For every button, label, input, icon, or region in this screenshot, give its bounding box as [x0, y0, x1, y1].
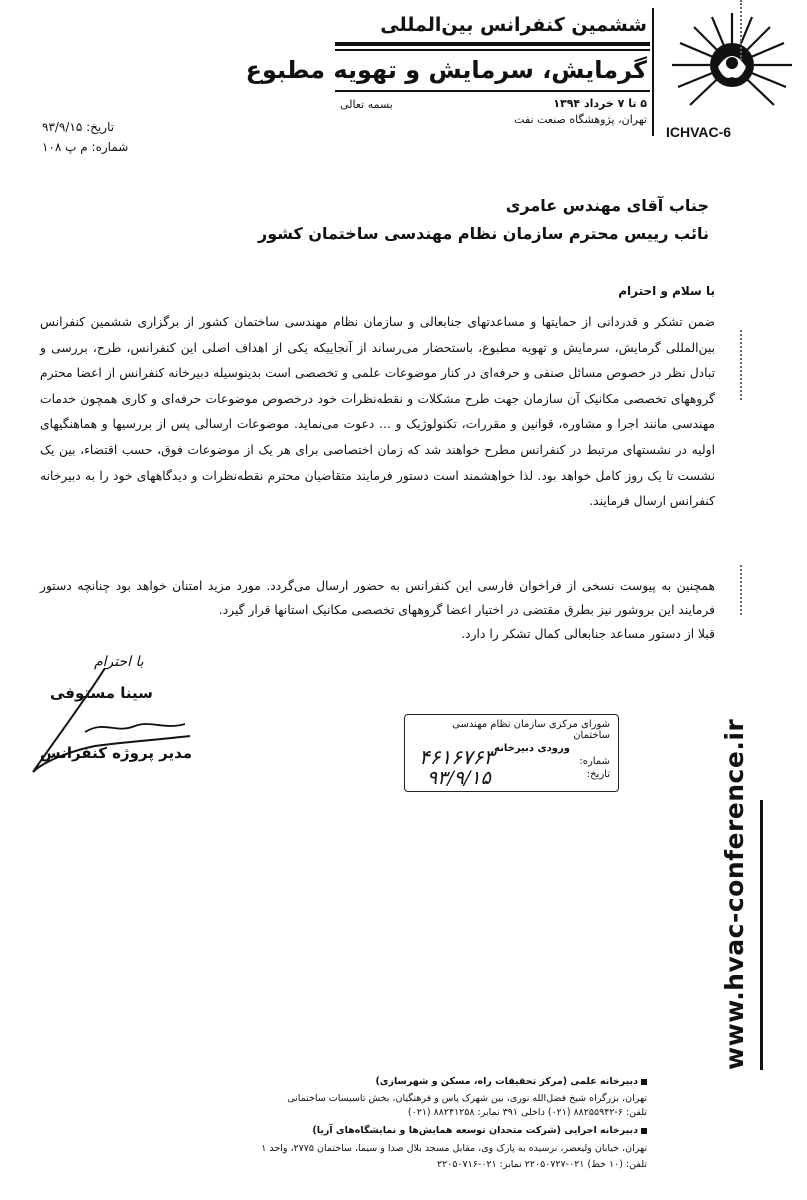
handwritten-signature-icon: [15, 660, 200, 780]
footer-scientific-secretariat: [375, 1076, 647, 1087]
side-dots: [740, 565, 744, 615]
letter-date-value: ۹۳/۹/۱۵: [42, 120, 83, 134]
footer-executive-secretariat: [312, 1125, 647, 1136]
footer-sci-address: تهران، بزرگراه شیخ فضل‌الله نوری، بین شهرک پاس و فرهنگیان، بخش تاسیسات ساختمانی: [287, 1093, 647, 1104]
signer-name: سینا مستوفی: [50, 684, 153, 702]
addressee-name: جناب آقای مهندس عامری: [505, 196, 709, 215]
stamp-number-label: شماره:: [579, 756, 610, 767]
footer-sci-title: دبیرخانه علمی (مرکز تحقیقات راه، مسکن و شهرسازی): [375, 1076, 638, 1087]
letter-number: [42, 140, 128, 154]
body-paragraph-1: ضمن تشکر و قدردانی از حمایتها و مساعدتهای جنابعالی و سازمان نظام مهندسی ساختمان کشور از برگزاری ششمین کنفرانس بین‌المللی گرمایش، سرمایش و تهویه مطبوع، باستحضار می‌رساند از آنجاییکه یکی از اهداف اصلی این کنفرانس، طرح، بررسی و تبادل نظر در خصوص مسائل صنفی و حرفه‌ای در کنار موضوعات علمی و تخصصی است بدینوسیله دبیرخانه کنفرانس از اعضا محترم گروههای تخصصی مکانیک آن سازمان جهت طرح مشکلات و نقطه‌نظرات خود درخصوص موضوعات حرفه‌ای و کاری همچون خدمات مهندسی مانند اجرا و مشاوره، قوانین و مقررات، تکنولوژیک و ... دعوت می‌نماید. موضوعات ارسالی پس از بررسیها و هماهنگیهای اولیه در نشستهای مرتبط در کنفرانس مطرح خواهند شد که زمان اختصاصی برای هر یک از موضوعات فوق، حسب اقتضاء، بین یک نشست تا یک روز کامل خواهد بود. لذا خواهشمند است دستور فرمایند متقاضیان محترم نقطه‌نظرات و دیدگاههای خود را به دبیرخانه کنفرانس ارسال فرمایند.: [40, 315, 715, 509]
conference-title-line2: گرمایش، سرمایش و تهویه مطبوع: [245, 56, 647, 84]
letterhead-divider: [652, 8, 654, 136]
stamp-date-label: تاریخ:: [586, 769, 610, 780]
conference-venue: تهران، پژوهشگاه صنعت نفت: [514, 113, 647, 126]
sunburst-logo-icon: [660, 5, 805, 145]
conference-website: www.hvac-conference.ir: [720, 718, 749, 1070]
closing-line: قبلا از دستور مساعد جنابعالی کمال تشکر را دارد.: [461, 627, 715, 641]
addressee-title: نائب رییس محترم سازمان نظام مهندسی ساختمان کشور: [257, 224, 709, 243]
registration-stamp: [404, 714, 619, 792]
conference-logo: [660, 5, 805, 145]
letter-number-value: م پ ۱۰۸: [42, 140, 88, 154]
letter-date-label: تاریخ:: [86, 120, 115, 134]
body-paragraph-2: همچنین به پیوست نسخی از فراخوان فارسی این کنفرانس به حضور ارسال می‌گردد. مورد مزید امتنان خواهد بود چنانچه دستور فرمایند این بروشور نیز بطرق مقتضی در اختیار اعضا گروههای تخصصی مکانیک استانها قرار گیرد.: [40, 579, 715, 617]
side-rule: [760, 800, 763, 1070]
regards: با احترام: [94, 654, 144, 670]
header-rule-thin: [335, 49, 650, 51]
stamp-org: شورای مرکزی سازمان نظام مهندسی ساختمان: [452, 719, 610, 741]
footer-exec-title: دبیرخانه اجرایی (شرکت متحدان توسعه همایش‌ها و نمایشگاه‌های آریا): [312, 1125, 638, 1136]
basmala: بسمه تعالی: [340, 98, 393, 111]
conference-dates: ۵ تا ۷ خرداد ۱۳۹۴: [553, 97, 647, 110]
footer-exec-address: تهران، خیابان ولیعصر، نرسیده به پارک وی، مقابل مسجد بلال صدا و سیما، ساختمان ۲۷۷۵، واحد ۱: [261, 1143, 647, 1154]
logo-label: ICHVAC-6: [666, 124, 732, 140]
stamp-date-value: ۹۳/۹/۱۵: [427, 767, 491, 789]
header-rule-lower: [335, 90, 650, 92]
bullet-icon: [641, 1128, 647, 1134]
signer-title: مدیر پروژه کنفرانس: [40, 744, 193, 762]
bullet-icon: [641, 1079, 647, 1085]
conference-title-line1: ششمین کنفرانس بین‌المللی: [380, 14, 647, 36]
footer-exec-phone: تلفن: (۱۰ خط) ۰۲۱-۲۲۰۵۰۷۲۷ نمابر: ۰۲۱-۲۲۰۵۰۷۱۶: [437, 1159, 647, 1170]
greeting: با سلام و احترام: [618, 284, 715, 298]
footer-sci-phone: تلفن: ۶-۸۸۲۵۵۹۴۲ (۰۲۱) داخلی ۳۹۱ نمابر: ۸۸۲۴۱۲۵۸ (۰۲۱): [407, 1107, 647, 1118]
letter-date: [42, 120, 114, 134]
stamp-number-value: ۴۶۱۶۷۶۳: [419, 745, 495, 769]
side-dots: [740, 330, 744, 400]
header-rule: [335, 42, 650, 46]
side-dots: [740, 0, 744, 60]
letter-number-label: شماره:: [91, 140, 129, 154]
stamp-label: ورودی دبیرخانه: [494, 743, 570, 754]
